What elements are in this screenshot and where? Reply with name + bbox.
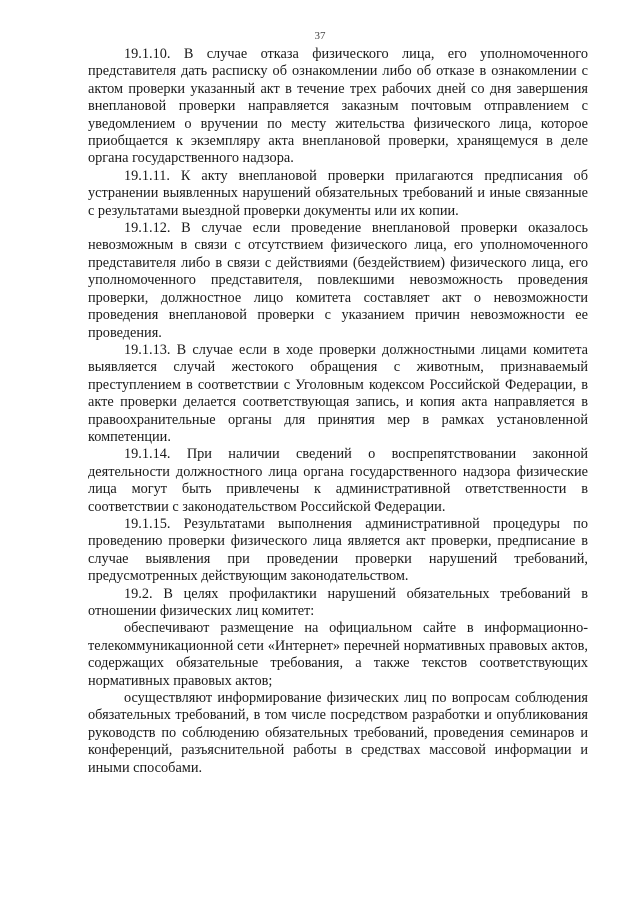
page-number: 37 <box>314 30 326 42</box>
paragraph-19-1-14: 19.1.14. При наличии сведений о воспрепятствовании законной деятельности должностного лица органа государственного надзора физические лица могут быть привлечены к административной ответственности в соответствии с законодательством Российской Федерации. <box>88 446 588 515</box>
paragraph-19-1-13: 19.1.13. В случае если в ходе проверки должностными лицами комитета выявляется случай жестокого обращения с животным, признаваемый преступлением в соответствии с Уголовным кодексом Российской Федерации, в акте проверки делается соответствующая запись, и копия акта направляется в правоохранительные органы для принятия мер в рамках установленной компетенции. <box>88 341 588 445</box>
paragraph-19-1-12: 19.1.12. В случае если проведение внеплановой проверки оказалось невозможным в связи с отсутствием физического лица, его уполномоченного представителя либо в связи с действиями (бездействием) физического лица, его уполномоченного представителя, повлекшими невозможность проведения проверки, должностное лицо комитета составляет акт о невозможности проведения внеплановой проверки с указанием причин невозможности ее проведения. <box>88 220 588 341</box>
paragraph-19-2-item-1: обеспечивают размещение на официальном сайте в информационно-телекоммуникационной сети «Интернет» перечней нормативных правовых актов, содержащих обязательные требования, а также текстов соответствующих нормативных правовых актов; <box>88 620 588 689</box>
paragraph-19-1-15: 19.1.15. Результатами выполнения административной процедуры по проведению проверки физического лица является акт проверки, предписание в случае выявления при проведении проверки нарушений требований, предусмотренных действующим законодательством. <box>88 515 588 585</box>
paragraph-19-1-11: 19.1.11. К акту внеплановой проверки прилагаются предписания об устранении выявленных нарушений обязательных требований и иные связанные с результатами выездной проверки документы или их копии. <box>88 167 588 219</box>
paragraph-19-2: 19.2. В целях профилактики нарушений обязательных требований в отношении физических лиц комитет: <box>88 585 588 619</box>
paragraph-19-2-item-2: осуществляют информирование физических лиц по вопросам соблюдения обязательных требований, в том числе посредством разработки и опубликования руководств по соблюдению обязательных требований, проведения семинаров и конференций, разъяснительной работы в средствах массовой информации и иными способами. <box>88 690 588 776</box>
document-body <box>88 46 588 777</box>
paragraph-19-1-10: 19.1.10. В случае отказа физического лица, его уполномоченного представителя дать расписку об ознакомлении либо об отказе в ознакомлении с актом проверки указанный акт в течение трех рабочих дней со дня завершения внеплановой проверки направляется заказным почтовым отправлением с уведомлением о вручении по месту жительства физического лица, которое приобщается к экземпляру акта внеплановой проверки, хранящемуся в деле органа государственного надзора. <box>88 46 588 167</box>
